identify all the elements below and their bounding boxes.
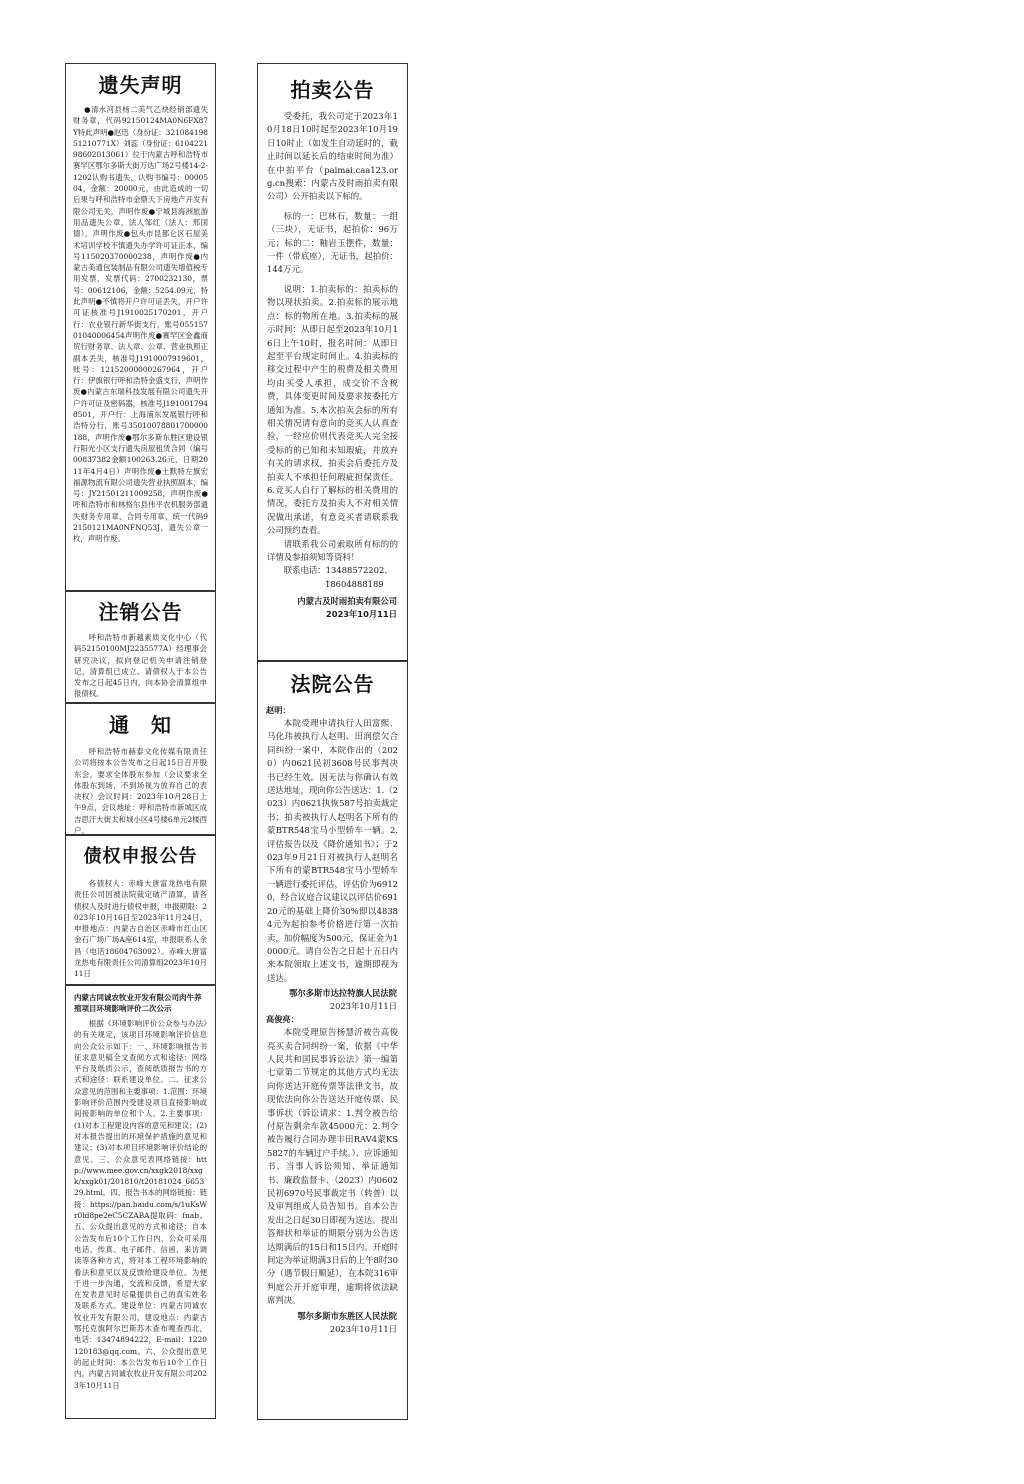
cancel-notice-body: 呼和浩特市新越素质文化中心（代码52150100MJ2235577A）经理事会研究决议，拟向登记机关申请注销登记，清算组已成立。请债权人于本公告发布之日起45日内，向本协会清算组申报债权。	[74, 633, 207, 699]
lost-notice-body: ●清水河县杨二美气乙炔经销部遗失财务章，代码92150124MA0N6FX87Y特此声明●赵迅（身份证：32108419851210771X）刘蕊（身份证：610422198602013061）位于内蒙古呼和浩特市赛罕区鄂尔多斯大街万达广场2号楼14-2-1202认购书遗失，认购书编号：0000504，金额：20000元，由此造成的一切后果与呼和浩特市金鼎天下房地产开发有限公司无关，声明作废●宁城县海洲旅游用品遗失公章，法人邹红（法人：邢国德），声明作废●包头市昆都仑区石屋美术培训学校不慎遗失办学许可证正本，编号115020370000238，声明作废●内蒙古美通包装制品有限公司遗失增值税专用发票，发票代码：2700232130，票号：00612106，金额：5254.09元，特此声明●不慎将开户许可证丢失，开户许可证核准号J1910025170201，开户行：农业银行新华街支行，账号05515701040006454声明作废●赛罕区金鑫商贸行财务章、法人章、公章、营业执照正副本丢失，核准号J1910007919601，账号：12152000000267964，开户行：伊旗银行呼和浩特金盛支行，声明作废●内蒙古东瑞科技发展有限公司遗失开户许可证及密码器，核准号J1910017948501，开户行：上海浦东发展银行呼和浩特分行，账号35010078801700000188，声明作废●鄂尔多斯东胜区建设银行阳光小区支行遗失房屋租赁合同（编号00837382金额100263.26元，日期2011年4月4日）声明作废●土默特左旗宏福源物流有限公司遗失营业执照副本，编号：JY21501211009258，声明作废●呼和浩特市和林格尔县伟平农机服务部遗失财务专用章、合同专用章，统一代码92150121MA0NFNQ53J，遗失公章一枚，声明作废。	[73, 105, 208, 544]
creditor-notice	[65, 835, 216, 985]
court-case2-recipient: 高俊亮：	[266, 1014, 299, 1025]
cancel-notice	[65, 591, 216, 703]
notification	[65, 703, 216, 835]
cancel-notice-title: 注销公告	[98, 600, 183, 624]
auction-paragraph-1: 受委托，我公司定于2023年10月18日10时起至2023年10月19日10时止（如发生自动延时的，截止时间以延长后的结束时间为准）在中拍平台（paimai.caa123.org.cn搜索：内蒙古及时雨拍卖有限公司）公开拍卖以下标的。	[267, 111, 398, 202]
auction-notice-title: 拍卖公告	[290, 78, 375, 102]
court-case2-date: 2023年10月11日	[329, 1323, 397, 1334]
eia-notice-title: 内蒙古同诚农牧业开发有限公司肉牛养殖项目环境影响评价二次公示	[74, 993, 202, 1013]
auction-date: 2023年10月11日	[325, 609, 397, 620]
court-case1-recipient: 赵明：	[266, 705, 291, 715]
lost-notice	[65, 63, 216, 591]
auction-company: 内蒙古及时雨拍卖有限公司	[297, 596, 397, 607]
court-case1-date: 2023年10月11日	[329, 1001, 397, 1012]
auction-paragraph-3: 说明：1.拍卖标的：拍卖标的物以现状拍卖。2.拍卖标的展示地点：标的物所在地。3.拍卖标的展示时间：从即日起至2023年10月16日上午10时，报名时间：从即日起至平台规定时间止。4.拍卖标的移交过程中产生的税费及相关费用均由买受人承担，成交价不含税费，具体变更时间及要求按委托方通知为准。5.本次拍卖会标的所有相关情况请有意向的竞买人认真查验，一经应价则代表竞买人完全接受标的的已知和未知瑕疵，并放弃有关的请求权，拍卖会后委托方及拍卖人不承担任何瑕疵担保责任。6.竞买人自行了解标的相关费用的情况，委托方及拍卖人不对相关情况做出承诺，有意竞买者请联系我公司预约查看。	[267, 283, 398, 536]
creditor-notice-title: 债权申报公告	[83, 846, 198, 867]
auction-paragraph-2: 标的一：巴林石，数量：一组（三块），无证书，起拍价：96万元；标的二：釉岩玉摆件，数量：一件（带底座），无证书，起拍价：144万元。	[267, 210, 398, 275]
court-case1-court: 鄂尔多斯市达拉特旗人民法院	[289, 988, 397, 999]
notification-body: 呼和浩特市赫泰文化传媒有限责任公司将按本公告发布之日起15日召开股东会，要求全体股东参加（会议要求全体股东到场，不到场视为放弃自己的表决权）会议时间：2023年10月28日上午9点，会议地址：呼和浩特市新城区成吉思汗大街太和城小区4号楼6单元2楼西户。	[74, 747, 207, 836]
notification-title: 通 知	[109, 713, 172, 737]
auction-contact: 联系电话：13488572202、	[283, 565, 393, 576]
court-case2-court: 鄂尔多斯市东胜区人民法院	[297, 1310, 397, 1321]
lost-notice-title: 遗失声明	[98, 73, 183, 97]
court-case2-body: 本院受理原告杨慧沂被告高俊亮买卖合同纠纷一案，依据《中华人民共和国民事诉讼法》第一编第七章第二节规定的其他方式均无法向你送达开庭传票等法律文书，故现依法向你公告送达开庭传票、民事诉状（诉讼请求：1.判令被告给付原告剩余车款45000元；2.判令被告履行合同办理丰田RAV4蒙KS5827的车辆过户手续。）、应诉通知书、当事人诉讼须知、举证通知书、廉政监督卡、（2023）内0602民初6970号民事裁定书（转普）以及审判组成人员告知书。自本公告发出之日起30日即视为送达。提出答辩状和举证的期限分别为公告送达期满后的15日和15日内。开庭时间定为举证期满3日后的上午8时30分（遇节假日顺延），在本院316审判庭公开开庭审理，逾期将依法缺席判决。	[267, 1027, 398, 1306]
court-case1-body: 本院受理申请执行人田富熙、马化玮被执行人赵明、田润偿欠合同纠纷一案中，本院作出的（2020）内0621民初3608号民事判决书已经生效。因无法与你确认有效送达地址，现向你公告送达：1.（2023）内0621执恢587号拍卖裁定书；拍卖被执行人赵明名下所有的蒙BTR548宝马小型轿车一辆。2.评估报告以及《降价通知书》；于2023年9月21日对被执行人赵明名下所有的蒙BTR548宝马小型轿车一辆进行委托评估，评估价为69120，经合议庭合议建议以评估价69120元的基础上降价30%即以48384元为起拍参考价格进行第一次拍卖，加价幅度为500元，保证金为10000元。请自公告之日起十五日内来本院领取上述文书，逾期即视为送达。	[267, 718, 398, 983]
creditor-notice-body: 各债权人：赤峰大唐富龙热电有限责任公司因被法院裁定破产清算，请各债权人及时进行债权申报，申报期限：2023年10月16日至2023年11月24日，申报地点：内蒙古自治区赤峰市红山区金石广场广场A座614室，申报联系人余昌（电话18604763092）。赤峰大唐富龙热电有限责任公司清算组2023年10月11日	[74, 879, 207, 979]
auction-paragraph-4: 请联系我公司索取所有标的的详情及参拍须知等资料！	[267, 538, 398, 562]
eia-notice	[65, 985, 216, 1419]
court-notice	[257, 661, 408, 1420]
auction-notice	[257, 63, 408, 661]
auction-contact-phone2: 18604888189	[325, 578, 384, 589]
eia-notice-body: 根据《环境影响评价公众参与办法》的有关规定，该项目环境影响评价信息向公众公示如下：一、环境影响报告书征求意见稿全文查阅方式和途径：网络平台及纸质公示，查阅纸质报告书的方式和途径：联系建设单位。二、征求公众意见的范围和主要事项：1.范围：环境影响评价范围内受建设项目直接影响或间接影响的单位和个人。2.主要事项：(1)对本工程建设内容的意见和建议；(2)对本报告提出的环境保护措施的意见和建议；(3)对本项目环境影响评价结论的意见。三、公众意见表网络链接：http://www.mee.gov.cn/xxgk2018/xxgk/xxgk01/201810/t20181024_665329.html。四、报告书本的网络链接：链接：https://pan.baidu.com/s/1uKsWr0ld8pe2eC5CZABA提取码：fnab。五、公众提出意见的方式和途径：自本公告发布后10个工作日内，公众可采用电话、传真、电子邮件、信函、来访调读等各种方式，将对本工程环境影响的看法和意见以及反馈给建设单位。为便于进一步沟通，交流和反馈，希望大家在发表意见时尽量提供自己的真实姓名及联系方式。建设单位：内蒙古同诚农牧业开发有限公司，建设地点：内蒙古鄂托克旗阿尔巴斯苏木查布嘎查西北，电话：13474894222，E-mail：1220120183@qq.com。六、公众提出意见的起止时间：本公告发布后10个工作日内。内蒙古同诚农牧业开发有限公司2023年10月11日	[74, 1019, 207, 1390]
court-notice-title: 法院公告	[290, 672, 375, 696]
